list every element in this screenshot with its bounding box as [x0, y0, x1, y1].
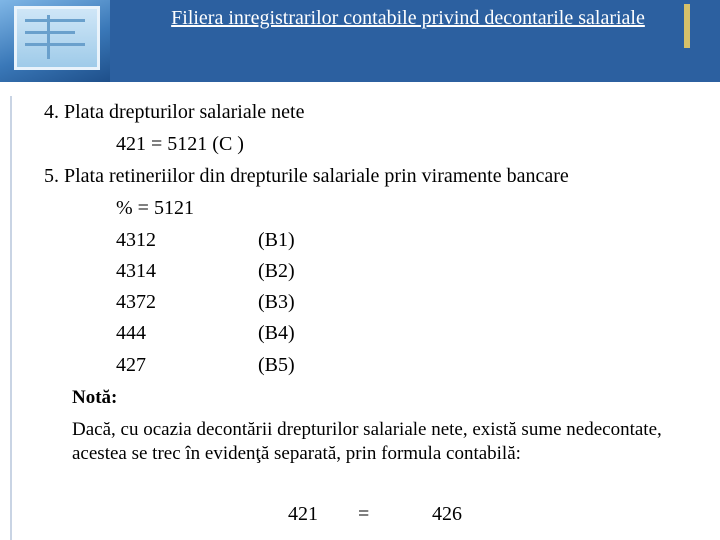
note-text: Dacă, cu ocazia decontării drepturilor salariale nete, există sume nedecontate, acestea se trec în evidenţă separată, prin formula contabilă: [72, 419, 662, 464]
section-5-formula: % = 5121 [116, 197, 194, 219]
computer-monitor-icon [0, 0, 110, 82]
account-row-account: 444 [116, 322, 146, 344]
account-row-account: 4372 [116, 291, 156, 313]
header-bar [0, 0, 720, 82]
account-row-account: 4314 [116, 260, 156, 282]
section-4-heading: 4. Plata drepturilor salariale nete [44, 101, 305, 123]
note-label: Notă: [72, 387, 118, 408]
section-5-heading: 5. Plata retineriilor din drepturile salariale prin viramente bancare [44, 165, 569, 187]
account-row-code: (B2) [258, 260, 295, 282]
header-accent-bar [684, 4, 690, 48]
account-row-code: (B4) [258, 322, 295, 344]
account-row-code: (B1) [258, 229, 295, 251]
note-formula-right: 426 [432, 503, 462, 525]
account-row-code: (B3) [258, 291, 295, 313]
section-4-formula: 421 = 5121 (C ) [116, 133, 244, 155]
slide-title: Filiera inregistrarilor contabile privind decontarile salariale [171, 7, 645, 29]
note-formula-equals: = [358, 503, 370, 525]
account-row-account: 4312 [116, 229, 156, 251]
left-divider [10, 96, 12, 540]
account-row-code: (B5) [258, 354, 295, 376]
note-formula-left: 421 [288, 503, 318, 525]
account-row-account: 427 [116, 354, 146, 376]
